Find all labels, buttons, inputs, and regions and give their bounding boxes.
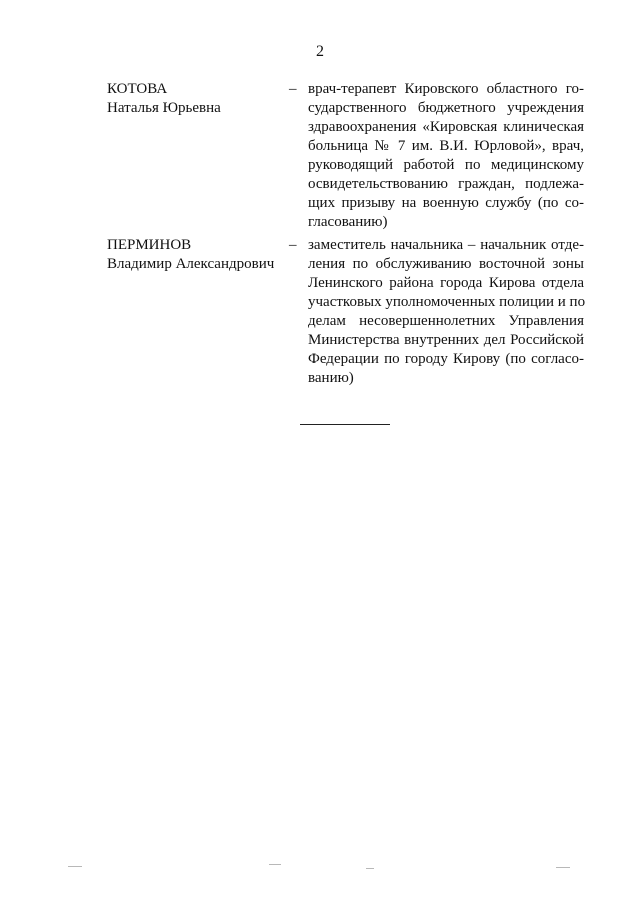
member-surname: ПЕРМИНОВ: [107, 237, 192, 253]
role-line: здравоохранения «Кировская клиническая: [308, 119, 584, 135]
role-line: ванию): [308, 370, 354, 386]
scan-speck: [269, 864, 281, 865]
role-line: Федерации по городу Кирову (по согласо-: [308, 351, 584, 367]
role-line: врач-терапевт Кировского областного го-: [308, 81, 584, 97]
role-line: щих призыву на военную службу (по со-: [308, 195, 584, 211]
role-line: заместитель начальника – начальник отде-: [308, 237, 584, 253]
entry-dash: –: [289, 81, 297, 97]
role-line: Ленинского района города Кирова отдела: [308, 275, 584, 291]
member-given-names: Наталья Юрьевна: [107, 100, 221, 116]
end-of-list-rule: [300, 424, 390, 425]
page-number: 2: [316, 43, 324, 60]
role-line: освидетельствованию граждан, подлежа-: [308, 176, 584, 192]
member-role: [308, 236, 584, 388]
role-line: гласованию): [308, 214, 388, 230]
member-person: [107, 236, 277, 274]
entry-dash: –: [289, 237, 297, 253]
member-person: [107, 80, 277, 118]
member-surname: КОТОВА: [107, 81, 168, 97]
role-line: Министерства внутренних дел Российской: [308, 332, 584, 348]
scan-speck: [68, 866, 82, 867]
role-line: больница № 7 им. В.И. Юрловой», врач,: [308, 138, 584, 154]
role-line: ления по обслуживанию восточной зоны: [308, 256, 584, 272]
scan-speck: [556, 867, 570, 868]
role-line: сударственного бюджетного учреждения: [308, 100, 584, 116]
member-given-names: Владимир Александрович: [107, 256, 275, 272]
scan-speck: [366, 868, 374, 869]
role-line: руководящий работой по медицинскому: [308, 157, 584, 173]
member-role: [308, 80, 584, 232]
role-line: делам несовершеннолетних Управления: [308, 313, 584, 329]
role-line: участковых уполномоченных полиции и по: [308, 294, 586, 310]
